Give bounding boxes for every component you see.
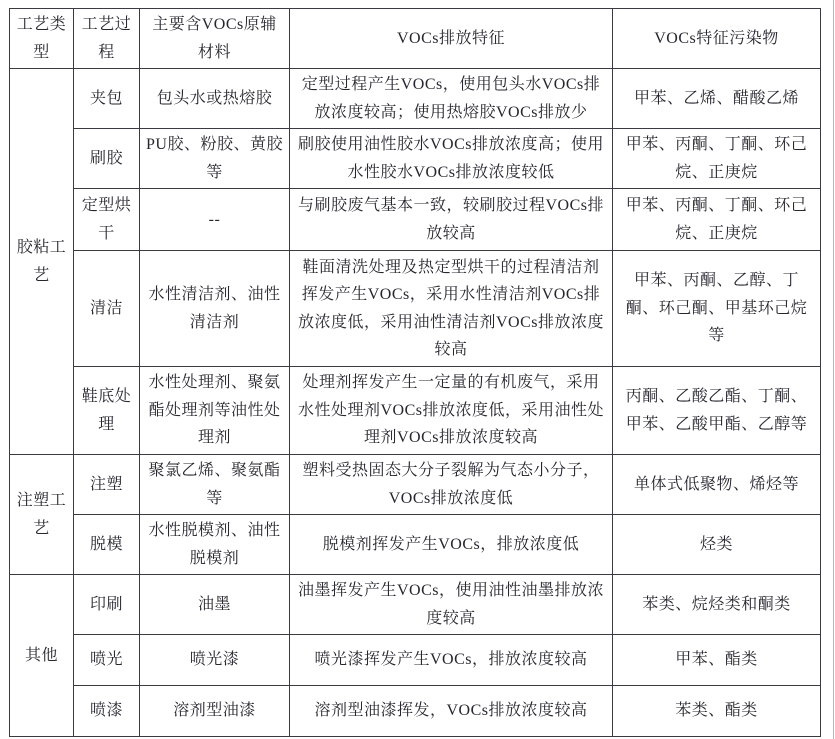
table-row: [10, 367, 821, 455]
group-cell-other: 其他: [10, 575, 74, 737]
process-cell: 喷漆: [74, 686, 140, 737]
process-cell: 印刷: [74, 575, 140, 635]
characteristics-cell: 塑料受热固态大分子裂解为气态小分子，VOCs排放浓度低: [290, 455, 613, 515]
pollutants-cell: 甲苯、丙酮、乙醇、丁酮、环己酮、甲基环己烷等: [613, 251, 821, 367]
group-cell-injection-process: 注塑工艺: [10, 455, 74, 575]
vocs-process-table: [9, 8, 821, 737]
characteristics-cell: 脱模剂挥发产生VOCs，排放浓度低: [290, 515, 613, 575]
materials-cell: 水性清洁剂、油性清洁剂: [140, 251, 290, 367]
process-cell: 脱模: [74, 515, 140, 575]
materials-cell: 水性处理剂、聚氨酯处理剂等油性处理剂: [140, 367, 290, 455]
header-characteristic-pollutants: VOCs特征污染物: [613, 9, 821, 69]
pollutants-cell: 甲苯、丙酮、丁酮、环己烷、正庚烷: [613, 129, 821, 189]
characteristics-cell: 溶剂型油漆挥发，VOCs排放浓度较高: [290, 686, 613, 737]
materials-cell: PU胶、粉胶、黄胶等: [140, 129, 290, 189]
process-cell: 注塑: [74, 455, 140, 515]
characteristics-cell: 鞋面清洗处理及热定型烘干的过程清洁剂挥发产生VOCs，采用水性清洁剂VOCs排放浓度低，采用油性清洁剂VOCs排放浓度较高: [290, 251, 613, 367]
materials-cell: 溶剂型油漆: [140, 686, 290, 737]
characteristics-cell: 处理剂挥发产生一定量的有机废气，采用水性处理剂VOCs排放浓度低，采用油性处理剂VOCs排放浓度较高: [290, 367, 613, 455]
group-cell-adhesive-process: 胶粘工艺: [10, 69, 74, 455]
characteristics-cell: 喷光漆挥发产生VOCs，排放浓度较高: [290, 635, 613, 686]
table-header-row: [10, 9, 821, 69]
characteristics-cell: 定型过程产生VOCs，使用包头水VOCs排放浓度较高；使用热熔胶VOCs排放少: [290, 69, 613, 129]
materials-cell: 喷光漆: [140, 635, 290, 686]
header-process-step: 工艺过程: [74, 9, 140, 69]
table-row: [10, 515, 821, 575]
characteristics-cell: 与刷胶废气基本一致，较刷胶过程VOCs排放较高: [290, 189, 613, 251]
pollutants-cell: 单体式低聚物、烯烃等: [613, 455, 821, 515]
process-cell: 喷光: [74, 635, 140, 686]
process-cell: 夹包: [74, 69, 140, 129]
materials-cell: 油墨: [140, 575, 290, 635]
vocs-table-container: [9, 8, 821, 737]
pollutants-cell: 甲苯、丙酮、丁酮、环己烷、正庚烷: [613, 189, 821, 251]
table-row: [10, 251, 821, 367]
table-row: [10, 575, 821, 635]
pollutants-cell: 甲苯、乙烯、醋酸乙烯: [613, 69, 821, 129]
pollutants-cell: 苯类、酯类: [613, 686, 821, 737]
header-materials: 主要含VOCs原辅材料: [140, 9, 290, 69]
pollutants-cell: 甲苯、酯类: [613, 635, 821, 686]
materials-cell: 水性脱模剂、油性脱模剂: [140, 515, 290, 575]
table-row: [10, 129, 821, 189]
pollutants-cell: 丙酮、乙酸乙酯、丁酮、甲苯、乙酸甲酯、乙醇等: [613, 367, 821, 455]
table-row: [10, 686, 821, 737]
materials-cell: --: [140, 189, 290, 251]
table-row: [10, 455, 821, 515]
table-row: [10, 189, 821, 251]
process-cell: 鞋底处理: [74, 367, 140, 455]
table-row: [10, 69, 821, 129]
characteristics-cell: 刷胶使用油性胶水VOCs排放浓度高；使用水性胶水VOCs排放浓度较低: [290, 129, 613, 189]
pollutants-cell: 苯类、烷烃类和酮类: [613, 575, 821, 635]
page-edge-line: [833, 0, 834, 739]
characteristics-cell: 油墨挥发产生VOCs，使用油性油墨排放浓度较高: [290, 575, 613, 635]
table-row: [10, 635, 821, 686]
header-process-type: 工艺类型: [10, 9, 74, 69]
process-cell: 清洁: [74, 251, 140, 367]
process-cell: 刷胶: [74, 129, 140, 189]
pollutants-cell: 烃类: [613, 515, 821, 575]
process-cell: 定型烘干: [74, 189, 140, 251]
materials-cell: 包头水或热熔胶: [140, 69, 290, 129]
header-emission-characteristics: VOCs排放特征: [290, 9, 613, 69]
materials-cell: 聚氯乙烯、聚氨酯等: [140, 455, 290, 515]
